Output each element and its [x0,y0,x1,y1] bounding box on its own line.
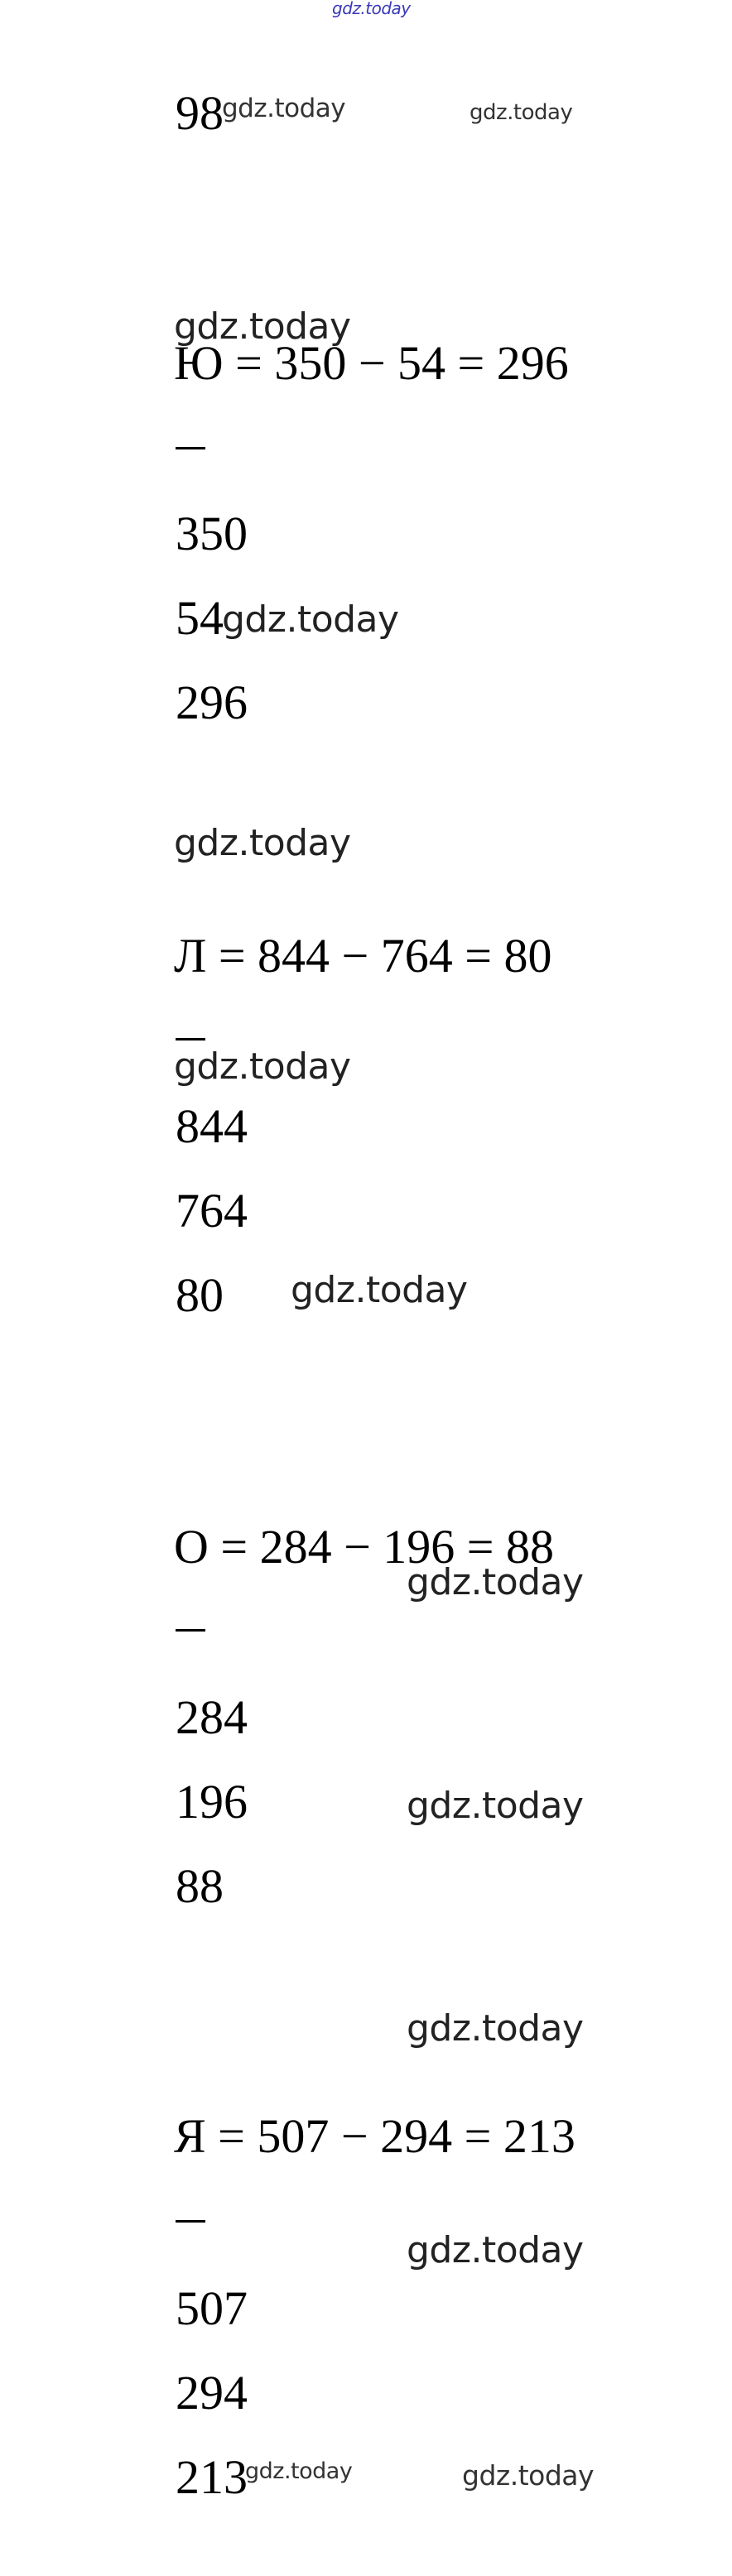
watermark: gdz.today [222,94,346,123]
equation-o: О = 284 − 196 = 88 [174,1520,555,1574]
difference-213: 213 [176,2450,248,2504]
difference-88: 88 [176,1859,224,1913]
equation-yu: Ю = 350 − 54 = 296 [174,336,569,390]
minuend-350: 350 [176,507,248,560]
watermark: gdz.today [174,305,351,348]
result-98: 98 [176,86,224,140]
watermark: gdz.today [407,2007,584,2050]
watermark: gdz.today [174,1045,351,1088]
equation-ya: Я = 507 − 294 = 213 [174,2109,575,2163]
watermark: gdz.today [245,2458,353,2484]
minuend-507: 507 [176,2281,248,2335]
difference-296: 296 [176,675,248,729]
watermark: gdz.today [407,1785,584,1827]
minus-sign [176,2220,205,2223]
watermark: gdz.today [407,1561,584,1603]
watermark: gdz.today [462,2459,595,2492]
minus-sign [176,1038,205,1040]
subtrahend-54: 54 [176,591,224,645]
watermark: gdz.today [470,100,573,125]
minuend-844: 844 [176,1099,248,1153]
top-watermark: gdz.today [332,0,411,18]
watermark: gdz.today [222,598,399,641]
watermark: gdz.today [174,822,351,864]
watermark: gdz.today [407,2229,584,2271]
watermark: gdz.today [291,1269,468,1311]
subtrahend-764: 764 [176,1184,248,1238]
subtrahend-294: 294 [176,2366,248,2420]
subtrahend-196: 196 [176,1775,248,1829]
minus-sign [176,1629,205,1632]
minuend-284: 284 [176,1690,248,1744]
minus-sign [176,447,205,449]
difference-80: 80 [176,1268,224,1322]
equation-l: Л = 844 − 764 = 80 [174,929,552,983]
